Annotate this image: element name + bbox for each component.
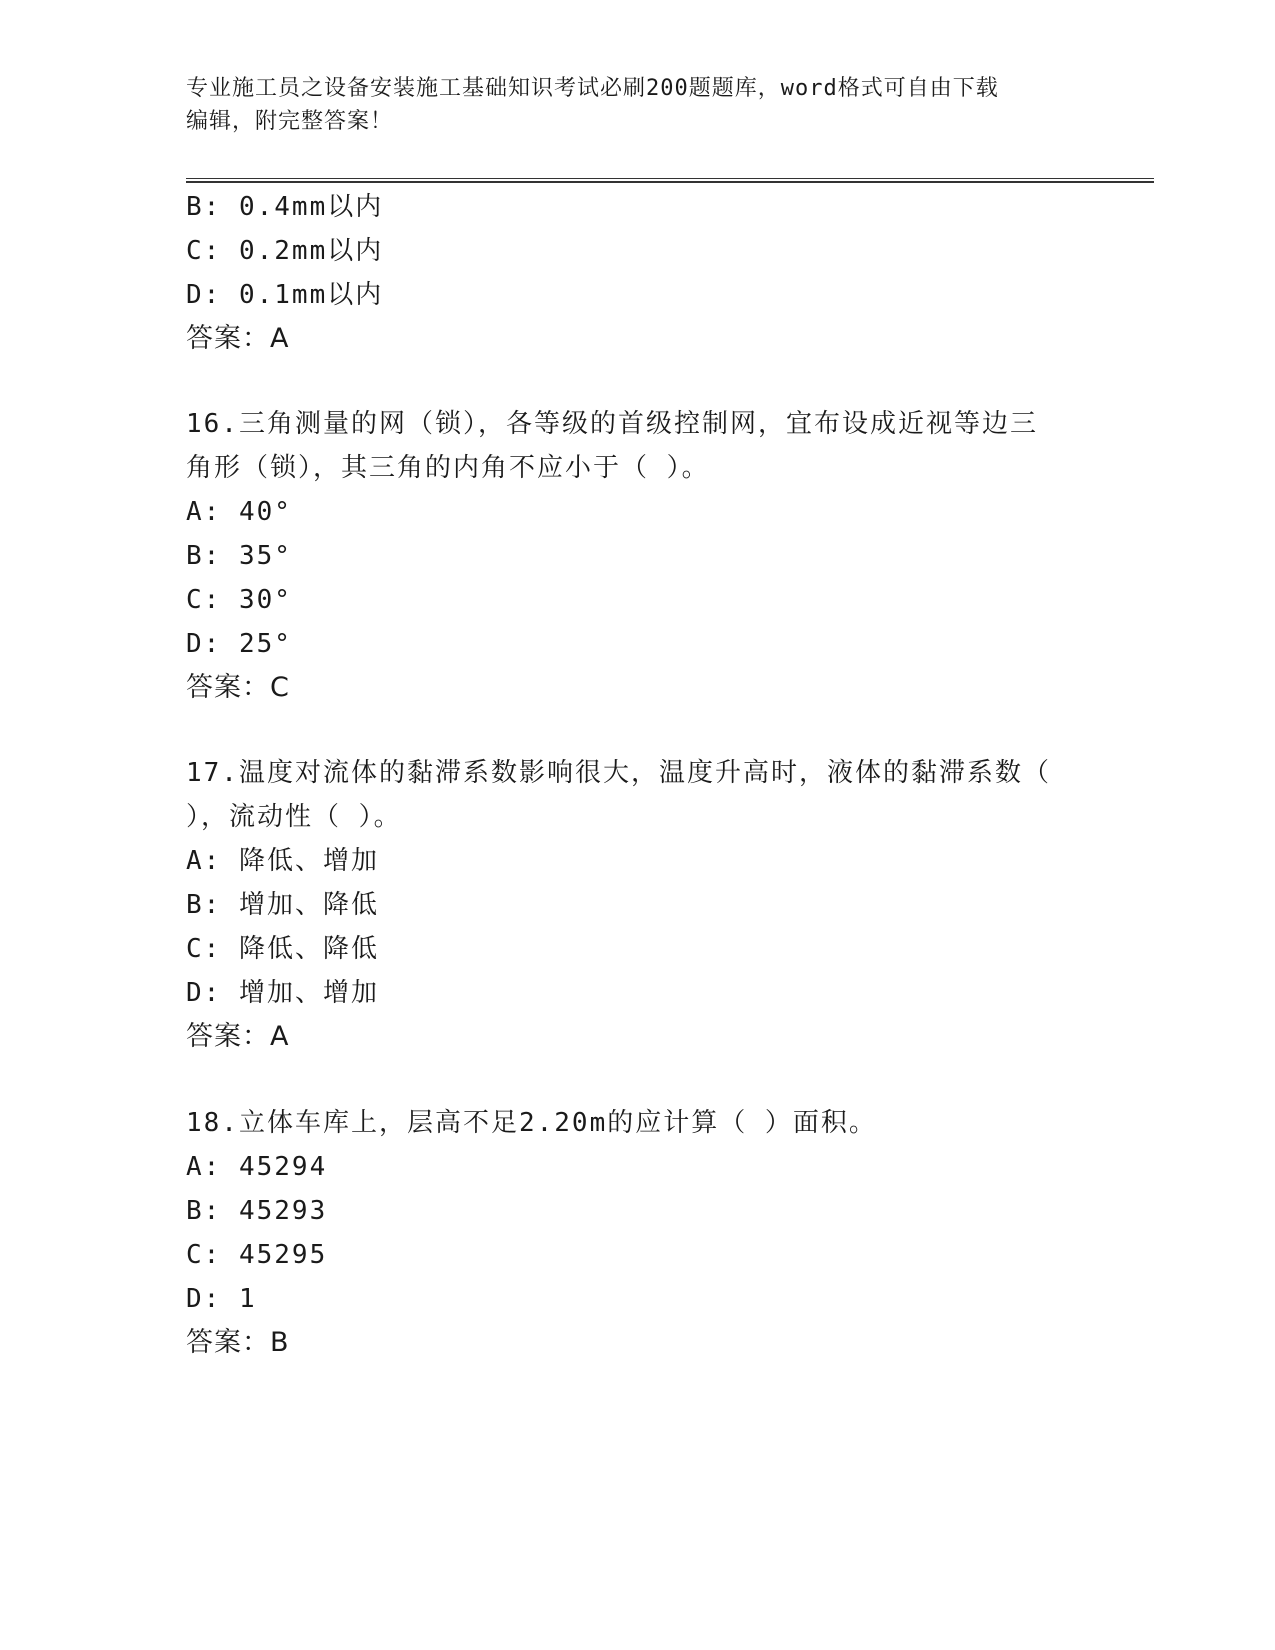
q17-answer: 答案：A [186,1021,290,1052]
q17-option-a: A: 降低、增加 [186,846,379,876]
q17-option-d: D: 增加、增加 [186,978,379,1008]
q18-answer: 答案：B [186,1327,290,1358]
q18-option-a: A: 45294 [186,1152,328,1182]
q18-option-b: B: 45293 [186,1196,328,1226]
q16-answer: 答案：C [186,672,290,703]
header-line-2: 编辑，附完整答案！ [186,109,394,134]
prev-option-b: B: 0.4mm以内 [186,192,384,222]
q17-stem-line-2: ），流动性（ ）。 [186,802,402,832]
q17-stem-line-1: 17.温度对流体的黏滞系数影响很大，温度升高时，液体的黏滞系数（ [186,758,1051,788]
q17-option-c: C: 降低、降低 [186,934,379,964]
header-divider [186,178,1154,183]
q17-option-b: B: 增加、降低 [186,890,379,920]
prev-option-d: D: 0.1mm以内 [186,280,384,310]
q16-option-b: B: 35° [186,541,292,571]
q16-option-c: C: 30° [186,585,292,615]
q18-stem-line-1: 18.立体车库上，层高不足2.20m的应计算（ ）面积。 [186,1108,877,1138]
q16-option-d: D: 25° [186,629,292,659]
q18-option-d: D: 1 [186,1284,257,1314]
q18-option-c: C: 45295 [186,1240,328,1270]
q16-stem-line-1: 16.三角测量的网（锁），各等级的首级控制网，宜布设成近视等边三 [186,409,1038,439]
q16-stem-line-2: 角形（锁），其三角的内角不应小于（ ）。 [186,453,710,483]
document-header [186,72,1086,138]
prev-option-c: C: 0.2mm以内 [186,236,384,266]
prev-answer: 答案：A [186,323,290,354]
q16-option-a: A: 40° [186,497,292,527]
header-line-1: 专业施工员之设备安装施工基础知识考试必刷200题题库，word格式可自由下载 [186,76,999,101]
